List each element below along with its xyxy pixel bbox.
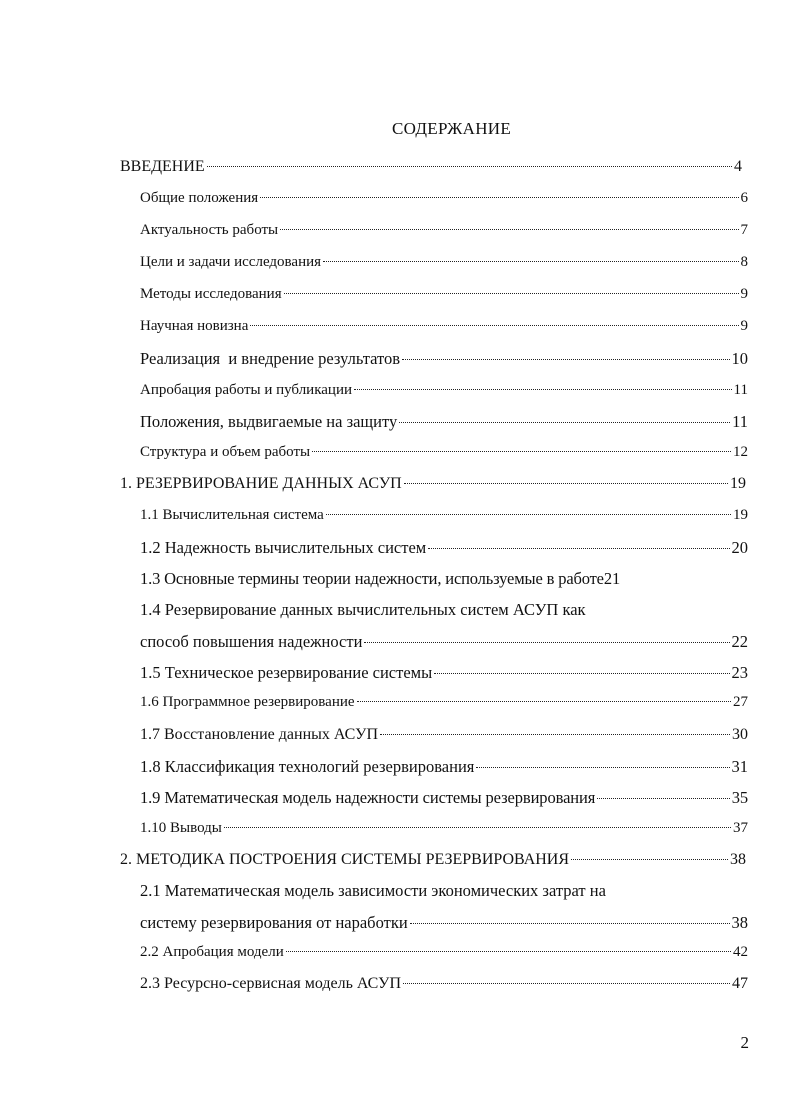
toc-entry: [140, 788, 748, 808]
leader-dots: [380, 734, 730, 735]
toc-entry-text: систему резервирования от наработки: [140, 913, 408, 932]
toc-entry: [140, 254, 748, 271]
toc-entry-page: 38: [730, 851, 746, 868]
leader-dots: [410, 923, 730, 924]
leader-dots: [354, 389, 732, 390]
toc-entry-page: 27: [733, 694, 748, 710]
toc-entry-text: 1. РЕЗЕРВИРОВАНИЕ ДАННЫХ АСУП: [120, 475, 402, 492]
leader-dots: [284, 293, 739, 294]
toc-entry-page: 19: [730, 475, 746, 492]
toc-entry-text: 1.6 Программное резервирование: [140, 694, 355, 710]
toc-entry: [140, 190, 748, 207]
toc-entry-text: 1.4 Резервирование данных вычислительных систем АСУП как: [140, 600, 586, 619]
toc-entry-page: 10: [731, 349, 748, 368]
toc-entry-text: 2. МЕТОДИКА ПОСТРОЕНИЯ СИСТЕМЫ РЕЗЕРВИРОВАНИЯ: [120, 851, 570, 868]
toc-entry-text: способ повышения надежности: [140, 632, 363, 651]
toc-entry: [140, 694, 748, 711]
toc-entry-page: 4: [734, 158, 742, 175]
toc-entry: [140, 944, 748, 961]
leader-dots: [404, 483, 728, 484]
toc-entry-page: 47: [732, 975, 748, 992]
leader-dots: [364, 642, 729, 643]
leader-dots: [323, 261, 738, 262]
toc-entry-text: Актуальность работы: [140, 222, 279, 238]
toc-entry-page: 6: [740, 190, 748, 206]
leader-dots: [326, 514, 731, 515]
toc-entry-text: ВВЕДЕНИЕ: [120, 158, 205, 175]
toc-entry-text: 2.3 Ресурсно-сервисная модель АСУП: [140, 975, 401, 992]
toc-entry-text: Научная новизна: [140, 318, 249, 334]
leader-dots: [286, 951, 731, 952]
toc-entry: [140, 444, 748, 461]
toc-entry-page: 23: [731, 663, 748, 682]
toc-entry: [140, 318, 748, 335]
toc-entry-text: 2.2 Апробация модели: [140, 944, 284, 960]
leader-dots: [403, 983, 730, 984]
toc-entry: [140, 382, 748, 399]
toc-entry-text: 1.9 Математическая модель надежности системы резервирования: [140, 788, 596, 807]
toc-entry: [140, 632, 748, 652]
toc-entry-text: 2.1 Математическая модель зависимости экономических затрат на: [140, 881, 606, 900]
leader-dots: [402, 359, 729, 360]
toc-entry-text: 1.5 Техническое резервирование системы: [140, 663, 433, 682]
toc-entry-page: 38: [731, 913, 748, 932]
toc-entry: [120, 158, 742, 176]
toc-entry: [140, 600, 748, 620]
toc-entry-text: 1.2 Надежность вычислительных систем: [140, 538, 427, 557]
toc-entry-page: 12: [733, 444, 748, 460]
toc-entry-page: 22: [731, 632, 748, 651]
leader-dots: [428, 548, 729, 549]
toc-entry-text: Общие положения: [140, 190, 259, 206]
toc-entry-page: 7: [740, 222, 748, 238]
leader-dots: [476, 767, 729, 768]
leader-dots: [399, 422, 730, 423]
leader-dots: [571, 859, 728, 860]
leader-dots: [312, 451, 731, 452]
leader-dots: [280, 229, 738, 230]
toc-entry-text: 1.1 Вычислительная система: [140, 507, 324, 523]
toc-entry-page: 11: [733, 382, 748, 398]
toc-entry: [140, 820, 748, 837]
leader-dots: [434, 673, 729, 674]
toc-entry: [120, 851, 746, 869]
toc-entry: [140, 412, 748, 432]
toc-entry: [140, 538, 748, 558]
toc-entry-page: 8: [740, 254, 748, 270]
toc-entry: [140, 881, 748, 901]
toc-entry: [140, 569, 748, 589]
leader-dots: [260, 197, 738, 198]
toc-entry-page: 19: [733, 507, 748, 523]
leader-dots: [597, 798, 729, 799]
toc-entry: [140, 663, 748, 683]
toc-entry-page: 37: [733, 820, 748, 836]
toc-entry: [120, 475, 746, 493]
toc-entry-text: Методы исследования: [140, 286, 282, 302]
toc-entry-page: 11: [732, 412, 748, 431]
toc-entry-text: Положения, выдвигаемые на защиту: [140, 412, 398, 431]
leader-dots: [207, 166, 732, 167]
toc-entry: [140, 286, 748, 303]
page-number: 2: [740, 1033, 749, 1052]
toc-entry-text: Апробация работы и публикации: [140, 382, 353, 398]
toc-entry-page: 35: [731, 788, 748, 807]
toc-entry-text: 1.3 Основные термины теории надежности, используемые в работе: [140, 569, 604, 588]
toc-entry: [140, 913, 748, 933]
toc-entry-page: 30: [732, 726, 748, 743]
toc-entry-text: Реализация и внедрение результатов: [140, 349, 401, 368]
leader-dots: [250, 325, 738, 326]
toc-entry-page: 9: [740, 286, 748, 302]
leader-dots: [224, 827, 731, 828]
toc-entry-page: 21: [603, 569, 621, 588]
leader-dots: [357, 701, 731, 702]
toc-entry: [140, 726, 748, 744]
toc-entry-text: 1.10 Выводы: [140, 820, 222, 836]
toc-entry-text: 1.7 Восстановление данных АСУП: [140, 726, 378, 743]
toc-entry-page: 20: [731, 538, 748, 557]
toc-entry-page: 9: [740, 318, 748, 334]
toc-entry-text: 1.8 Классификация технологий резервирования: [140, 757, 475, 776]
toc-entry-text: Структура и объем работы: [140, 444, 311, 460]
page-title: СОДЕРЖАНИЕ: [392, 119, 512, 138]
toc-entry: [140, 757, 748, 777]
toc-entry: [140, 507, 748, 524]
toc-entry: [140, 349, 748, 369]
toc-entry-page: 31: [731, 757, 748, 776]
toc-entry-page: 42: [733, 944, 748, 960]
toc-entry: [140, 222, 748, 239]
toc-entry-text: Цели и задачи исследования: [140, 254, 322, 270]
toc-entry: [140, 975, 748, 993]
